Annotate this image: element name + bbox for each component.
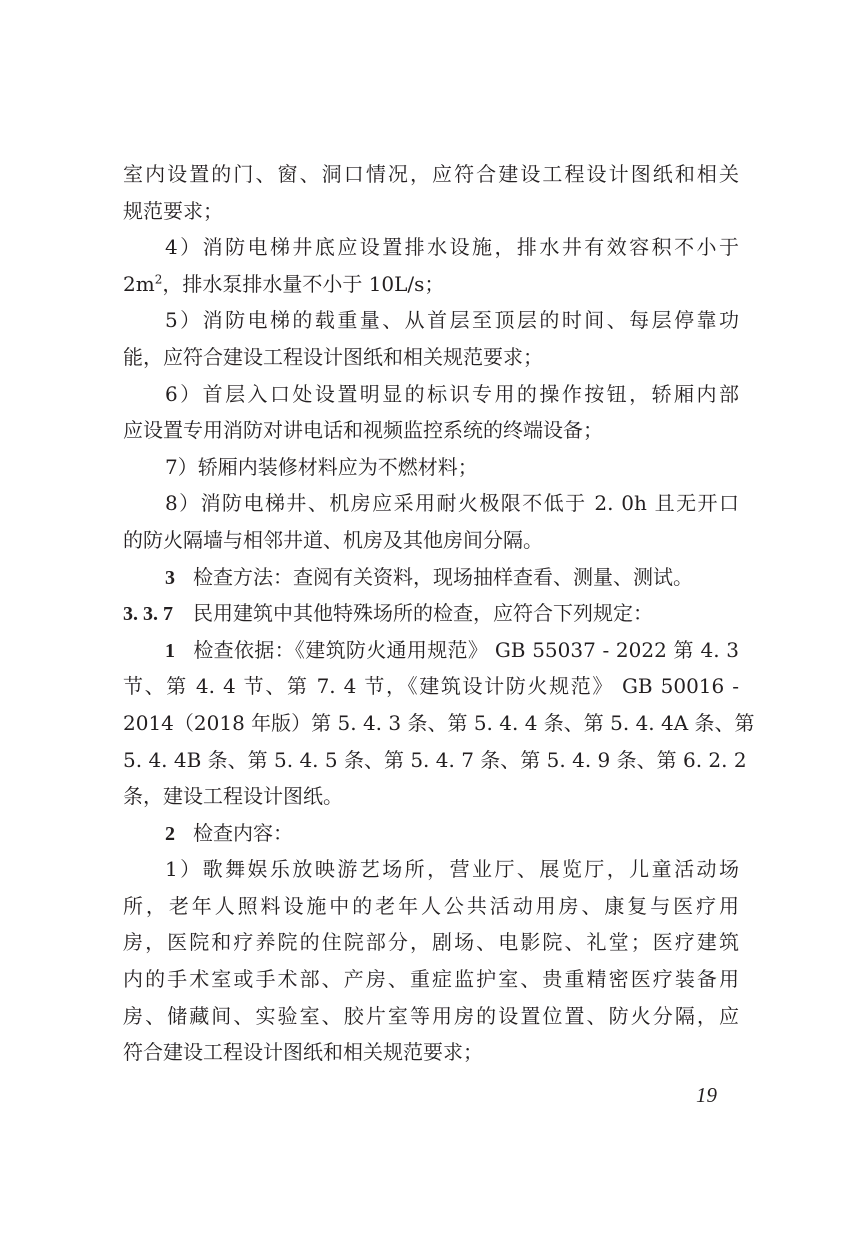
text-line — [123, 778, 739, 815]
line-text: 房、储藏间、实验室、胶片室等用房的设置位置、防火分隔，应 — [123, 1003, 739, 1028]
line-text: 室内设置的门、窗、洞口情况，应符合建设工程设计图纸和相关 — [123, 162, 739, 186]
text-line — [123, 339, 739, 376]
list-item-6 — [123, 376, 739, 413]
line-text: 2m — [123, 271, 155, 296]
line-text: 条，建设工程设计图纸。 — [123, 784, 343, 809]
line-text: 2014（2018 年版）第 5. 4. 3 条、第 5. 4. 4 条、第 5. 4. 4A 条、第 — [123, 710, 755, 735]
line-text: 5. 4. 4B 条、第 5. 4. 5 条、第 5. 4. 7 条、第 5. 4. 9 条、第 6. 2. 2 — [123, 747, 747, 772]
line-text: 房，医院和疗养院的住院部分，剧场、电影院、礼堂；医疗建筑 — [123, 930, 739, 955]
text-line — [123, 156, 739, 193]
line-text: ，排水泵排水量不小于 10L/s； — [162, 271, 445, 296]
text-line — [123, 888, 739, 925]
line-text: 6）首层入口处设置明显的标识专用的操作按钮，轿厢内部 — [165, 381, 739, 406]
text-line — [123, 705, 755, 742]
superscript: 2 — [154, 272, 163, 287]
line-text: 应设置专用消防对讲电话和视频监控系统的终端设备； — [123, 418, 603, 443]
check-basis — [123, 632, 739, 669]
line-text: 检查内容： — [193, 820, 293, 845]
body-text — [123, 156, 755, 1071]
line-text: 7）轿厢内装修材料应为不燃材料； — [165, 454, 478, 479]
text-line — [123, 961, 739, 998]
line-text: 检查方法：查阅有关资料，现场抽样查看、测量、测试。 — [193, 564, 693, 589]
page-number: 19 — [696, 1083, 717, 1107]
line-text: 的防火隔墙与相邻井道、机房及其他房间分隔。 — [123, 527, 543, 552]
line-text: 4）消防电梯井底应设置排水设施，排水井有效容积不小于 — [165, 235, 739, 260]
line-text: 5）消防电梯的载重量、从首层至顶层的时间、每层停靠功 — [165, 308, 739, 333]
text-line — [123, 924, 739, 961]
item-number: 2 — [165, 822, 175, 845]
item-number: 3 — [165, 566, 175, 589]
section-heading — [123, 595, 739, 632]
section-number: 3. 3. 7 — [123, 603, 173, 626]
line-text: 内的手术室或手术部、产房、重症监护室、贵重精密医疗装备用 — [123, 967, 739, 992]
check-content — [123, 815, 739, 852]
line-text: 8）消防电梯井、机房应采用耐火极限不低于 2. 0h 且无开口 — [165, 491, 739, 516]
line-text: 节、第 4. 4 节、第 7. 4 节，《建筑设计防火规范》 GB 50016 - — [123, 674, 739, 699]
text-line — [123, 193, 739, 230]
line-text: 所，老年人照料设施中的老年人公共活动用房、康复与医疗用 — [123, 893, 739, 918]
line-text: 符合建设工程设计图纸和相关规范要求； — [123, 1040, 483, 1065]
text-line — [123, 522, 739, 559]
list-item-7 — [123, 449, 739, 486]
text-line — [123, 668, 739, 705]
text-line — [123, 412, 739, 449]
text-line — [123, 266, 739, 303]
line-text: 能，应符合建设工程设计图纸和相关规范要求； — [123, 344, 543, 369]
line-text: 检查依据：《建筑防火通用规范》 GB 55037 - 2022 第 4. 3 — [193, 637, 739, 662]
list-item-8 — [123, 485, 739, 522]
text-line — [123, 998, 739, 1035]
list-item-4 — [123, 229, 739, 266]
list-item-1 — [123, 851, 739, 888]
line-text: 规范要求； — [123, 198, 223, 223]
text-line — [123, 1034, 739, 1071]
line-text: 民用建筑中其他特殊场所的检查，应符合下列规定： — [193, 601, 653, 626]
text-line — [123, 742, 747, 779]
line-text: 1）歌舞娱乐放映游艺场所，营业厅、展览厅，儿童活动场 — [165, 857, 739, 882]
item-number: 1 — [165, 639, 175, 662]
check-method — [123, 559, 739, 596]
list-item-5 — [123, 302, 739, 339]
